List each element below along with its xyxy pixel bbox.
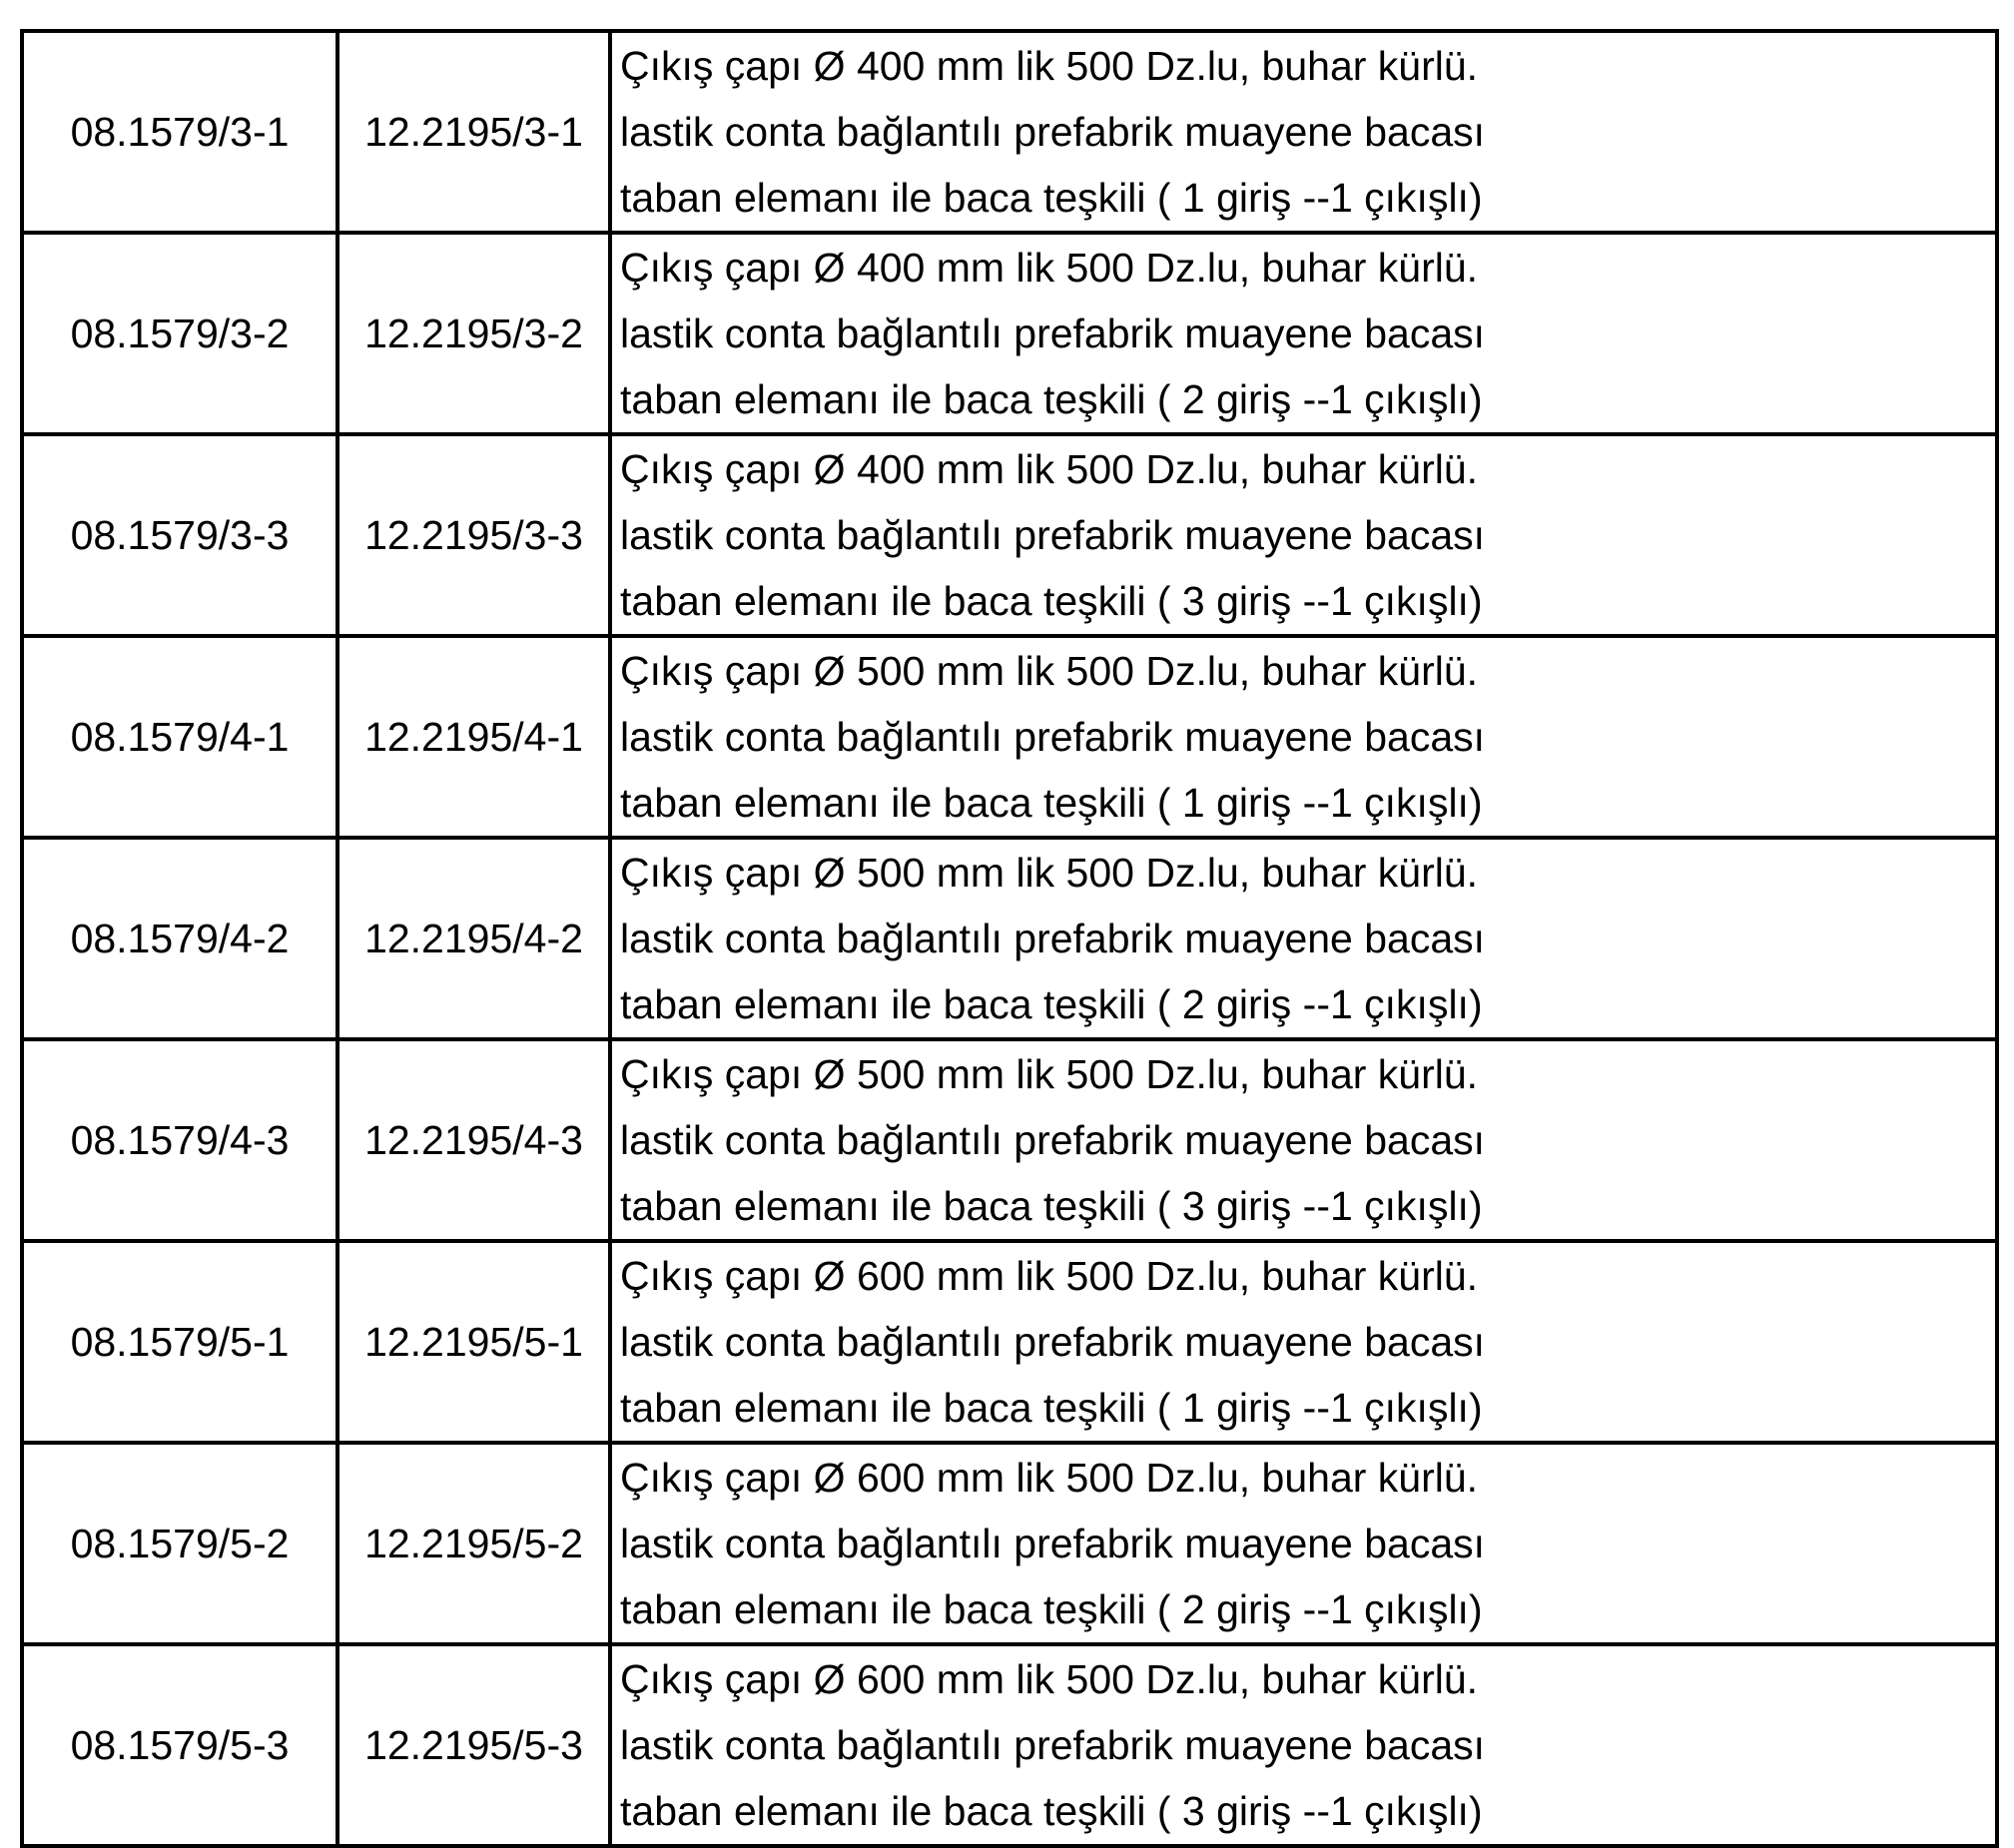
table-row: [22, 1644, 1997, 1846]
description-line: Çıkış çapı Ø 500 mm lik 500 Dz.lu, buhar kürlü.: [620, 648, 1479, 694]
item-code-cell: 08.1579/5-1: [22, 1241, 337, 1443]
item-code-cell: 08.1579/5-2: [22, 1443, 337, 1644]
description-line: lastik conta bağlantılı prefabrik muayene bacası: [620, 109, 1486, 155]
description-line: Çıkış çapı Ø 400 mm lik 500 Dz.lu, buhar kürlü.: [620, 245, 1479, 291]
description-line: taban elemanı ile baca teşkili ( 1 giriş --1 çıkışlı): [620, 1385, 1483, 1431]
item-code-cell: 08.1579/4-1: [22, 636, 337, 838]
table-row: [22, 434, 1997, 636]
description-line: lastik conta bağlantılı prefabrik muayene bacası: [620, 310, 1486, 356]
description-line: taban elemanı ile baca teşkili ( 3 giriş --1 çıkışlı): [620, 578, 1483, 624]
item-code-cell: 08.1579/4-3: [22, 1039, 337, 1241]
description-cell: [610, 1443, 1997, 1644]
description-line: Çıkış çapı Ø 400 mm lik 500 Dz.lu, buhar kürlü.: [620, 43, 1479, 89]
description-line: Çıkış çapı Ø 500 mm lik 500 Dz.lu, buhar kürlü.: [620, 1051, 1479, 1097]
description-line: lastik conta bağlantılı prefabrik muayene bacası: [620, 1319, 1486, 1365]
table-row: [22, 233, 1997, 434]
description-cell: [610, 434, 1997, 636]
item-code-cell: 08.1579/3-3: [22, 434, 337, 636]
description-cell: [610, 31, 1997, 233]
price-items-table: [20, 29, 1999, 1848]
description-cell: [610, 636, 1997, 838]
description-line: taban elemanı ile baca teşkili ( 2 giriş --1 çıkışlı): [620, 981, 1483, 1027]
table-row: [22, 636, 1997, 838]
table-row: [22, 31, 1997, 233]
description-cell: [610, 838, 1997, 1039]
table-row: [22, 838, 1997, 1039]
item-code-cell: 08.1579/3-1: [22, 31, 337, 233]
table-body: [22, 31, 1997, 1846]
description-line: Çıkış çapı Ø 600 mm lik 500 Dz.lu, buhar kürlü.: [620, 1455, 1479, 1501]
table-row: [22, 1443, 1997, 1644]
description-line: Çıkış çapı Ø 600 mm lik 500 Dz.lu, buhar kürlü.: [620, 1253, 1479, 1299]
description-line: taban elemanı ile baca teşkili ( 3 giriş --1 çıkışlı): [620, 1788, 1483, 1834]
description-cell: [610, 1241, 1997, 1443]
description-cell: [610, 233, 1997, 434]
description-cell: [610, 1644, 1997, 1846]
description-line: lastik conta bağlantılı prefabrik muayene bacası: [620, 1722, 1486, 1768]
description-line: taban elemanı ile baca teşkili ( 1 giriş --1 çıkışlı): [620, 175, 1483, 221]
description-line: lastik conta bağlantılı prefabrik muayene bacası: [620, 512, 1486, 558]
description-line: taban elemanı ile baca teşkili ( 2 giriş --1 çıkışlı): [620, 376, 1483, 422]
table-row: [22, 1241, 1997, 1443]
description-line: Çıkış çapı Ø 400 mm lik 500 Dz.lu, buhar kürlü.: [620, 446, 1479, 492]
description-line: Çıkış çapı Ø 500 mm lik 500 Dz.lu, buhar kürlü.: [620, 850, 1479, 896]
description-line: lastik conta bağlantılı prefabrik muayene bacası: [620, 714, 1486, 760]
new-code-cell: 12.2195/4-2: [337, 838, 610, 1039]
new-code-cell: 12.2195/4-3: [337, 1039, 610, 1241]
description-cell: [610, 1039, 1997, 1241]
new-code-cell: 12.2195/3-3: [337, 434, 610, 636]
new-code-cell: 12.2195/3-1: [337, 31, 610, 233]
new-code-cell: 12.2195/5-3: [337, 1644, 610, 1846]
description-line: taban elemanı ile baca teşkili ( 1 giriş --1 çıkışlı): [620, 780, 1483, 826]
item-code-cell: 08.1579/4-2: [22, 838, 337, 1039]
new-code-cell: 12.2195/4-1: [337, 636, 610, 838]
new-code-cell: 12.2195/3-2: [337, 233, 610, 434]
new-code-cell: 12.2195/5-1: [337, 1241, 610, 1443]
description-line: lastik conta bağlantılı prefabrik muayene bacası: [620, 1117, 1486, 1163]
description-line: taban elemanı ile baca teşkili ( 2 giriş --1 çıkışlı): [620, 1586, 1483, 1632]
item-code-cell: 08.1579/5-3: [22, 1644, 337, 1846]
description-line: lastik conta bağlantılı prefabrik muayene bacası: [620, 1521, 1486, 1566]
description-line: taban elemanı ile baca teşkili ( 3 giriş --1 çıkışlı): [620, 1183, 1483, 1229]
item-code-cell: 08.1579/3-2: [22, 233, 337, 434]
table-row: [22, 1039, 1997, 1241]
description-line: Çıkış çapı Ø 600 mm lik 500 Dz.lu, buhar kürlü.: [620, 1656, 1479, 1702]
description-line: lastik conta bağlantılı prefabrik muayene bacası: [620, 916, 1486, 961]
new-code-cell: 12.2195/5-2: [337, 1443, 610, 1644]
